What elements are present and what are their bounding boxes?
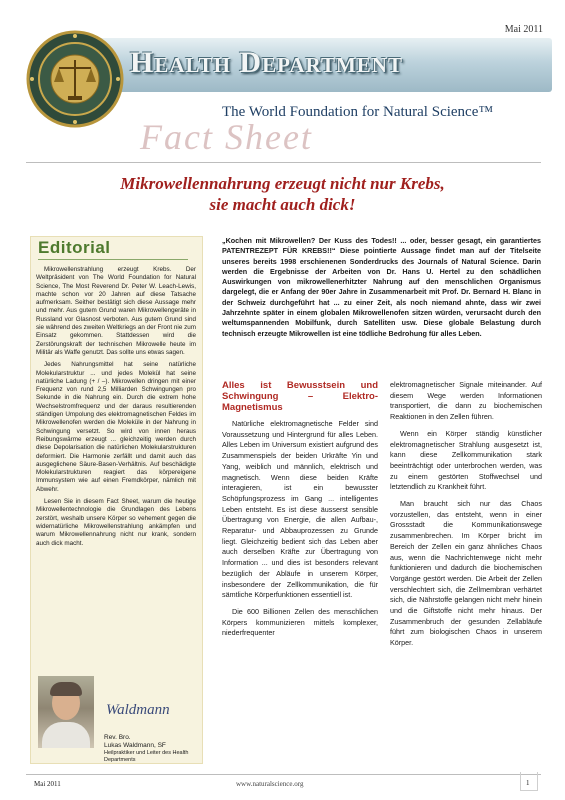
section-heading: Alles ist Bewusstsein und Schwingung – Elektro-Magnetismus [222,380,378,413]
article-paragraph: Die 600 Billionen Zellen des menschlichen Körpers kommunizieren mittels komplexer, niederfrequenter [222,606,378,638]
footer-divider [26,774,541,775]
article-paragraph: Wenn ein Körper ständig künstlicher elektromagnetischer Strahlung ausgesetzt ist, kann diese Zellkommunikation stark beeinträchtigt oder unterbrochen werden, was zu einem gestörten Stoffwechsel und letztendlich zu Krankheit führt. [390,428,542,492]
foundation-logo [26,30,124,128]
editorial-body [36,266,196,552]
editorial-paragraph: Mikrowellenstrahlung erzeugt Krebs. Der Weltpräsident von The World Foundation for Natural Science, The Most Reverend Dr. Peter W. Leach-Lewis, machte schon vor 20 Jahren auf diese Tatsache aufmerksam. Seither bestätigt sich diese Aussage mehr und mehr. Aus gutem Grund waren Mikrowellengeräte in Russland vor Glasnost verboten. Aus gutem Grund sind sie während des zweiten Weltkriegs an der Front nie zum Einsatz gekommen. Stattdessen wird die Zerstörungskraft der technischen Mikrowelle heute im Militär als Waffe genutzt. Das sollte uns etwas sagen. [36,266,196,356]
article-paragraph: Man braucht sich nur das Chaos vorzustellen, das entsteht, wenn in einer Grossstadt die Kommunikationswege zusammenbrechen. Im Körper bricht im Bereich der Zellen ein ganz ähnliches Chaos aus, wenn die Nachrichtenwege nicht mehr funktionieren und dadurch die biochemischen Vorgänge gestört werden. Die Arbeit der Zellen verschlechtert sich, die Zellmembran verhärtet sich, die Nährstoffe gelangen nicht mehr hinein und die Giftstoffe nicht mehr hinaus. Der Zusammenbruch der gesunden Zellabläufe führt zum biologischen Chaos in unserem Körper. [390,499,542,648]
intro-paragraph: „Kochen mit Mikrowellen? Der Kuss des Todes!! ... oder, besser gesagt, ein garantiertes PATENTREZEPT FÜR KREBS!!“ Diese pointierte Aussage findet man auf der Titelseite unseres bereits 1998 erschienenen Sonderdrucks des Journals of Natural Science. Darin werden die Ergebnisse der Arbeiten von Dr. Hans U. Hertel zu den schädlichen Auswirkungen von mikrowellenerhitzter Nahrung auf den menschlichen Organismus dargelegt, die er Anfang der 90er Jahre in Zusammenarbeit mit Prof. Dr. Bernard H. Blanc in der Schweiz durchgeführt hat ... zu einer Zeit, als noch niemand ahnte, dass wir zwei Jahrzehnte später in einem globalen Mikrowellenofen sitzen würden, verursacht durch den weltumspannenden Mobilfunk, durch Satelliten usw. Diese globale Belastung durch technisch erzeugte Mikrowellen ist eine tödliche Bedrohung für alles Leben. [222,236,541,338]
main-headline [30,173,535,215]
article-column-middle [222,380,378,645]
editorial-paragraph: Lesen Sie in diesem Fact Sheet, warum die heutige Mikrowellentechnologie die Grundlagen des Lebens zerstört, weshalb unsere Körper so vehement gegen die widernatürliche Mikrowellenstrahlung ankämpfen und warum Mikrowellennahrung nicht nur krank, sondern auch dick macht. [36,498,196,547]
article-column-right [390,380,542,655]
headline-line-1: Mikrowellennahrung erzeugt nicht nur Krebs, [120,174,445,193]
author-name: Lukas Waldmann, SF [104,742,166,749]
foundation-subtitle: The World Foundation for Natural Science™ [222,104,494,120]
banner-title: Health Department [130,46,403,79]
article-paragraph: elektromagnetischer Signale miteinander. Auf diesem Wege werden Informationen transportiert, die dann zu biochemischen Reaktionen in den Zellen führen. [390,380,542,422]
header-divider [26,162,541,163]
page-number: 1 [526,779,530,787]
article-paragraph: Natürliche elektromagnetische Felder sind Voraussetzung und Hintergrund für alles Leben. Alles Leben im Universum existiert aufgrund des Zusammenspiels der beiden Urkräfte Yin und Yang, weiblich und männlich, elektrisch und magnetisch. Wenn diese beiden Kräfte interagieren, ist ein bewusster Schöpfungsprozess im Gang ... intelligentes Leben entsteht. Es ist diese äusserst sensible Übertragung von Energie, die allen Aufbau-, Reparatur- und Abbauprozessen zu Grunde liegt. Gleichzeitig bedient sich das Leben aber auch derselben Kräfte zur Übertragung von Information ... und dies ist besonders relevant bezüglich der Abläufe in unserem Körper, insbesondere der Zellkommunikation, die für sämtliche Körperfunktionen essentiell ist. [222,419,378,600]
footer-url[interactable]: www.naturalscience.org [236,780,304,788]
footer-date: Mai 2011 [34,780,61,788]
author-credit [104,734,200,764]
author-role: Heilpraktiker und Leiter des Health Departments [104,750,189,763]
author-title: Rev. Bro. [104,734,131,741]
fact-sheet-label: Fact Sheet [140,117,313,157]
editorial-paragraph: Jedes Nahrungsmittel hat seine natürliche Molekularstruktur ... und jedes Molekül hat seine natürliche Ladung (+ / –). Mikrowellen dringen mit einer Frequenz von rund 2,5 Milliarden Schwingungen pro Sekunde in die Nahrung ein. Durch die extrem hohe Wechselstromfrequenz und der daraus resultierenden ständigen Umpolung des elektromagnetischen Feldes im Mikrowellenofen werden die Moleküle in der Nahrung in Schwingung versetzt. So wird von innen heraus Reibungswärme erzeugt ... gleichzeitig werden durch diese Depolarisation die natürlichen Molekularstrukturen deformiert. Die Harmonie zerfällt und damit auch das ausgeglichene Säure-Basen-Verhältnis. Auf beschädigte Molekularstrukturen reagiert das körpereigene Immunsystem wie auf einen Fremdkörper, nämlich mit Abwehr. [36,361,196,493]
logo-seal-icon [26,30,124,128]
author-photo [38,676,94,748]
editorial-title: Editorial [38,238,111,257]
headline-line-2: sie macht auch dick! [209,195,356,214]
header-date: Mai 2011 [504,24,543,35]
editorial-rule [38,259,188,260]
author-signature: Waldmann [106,702,170,718]
